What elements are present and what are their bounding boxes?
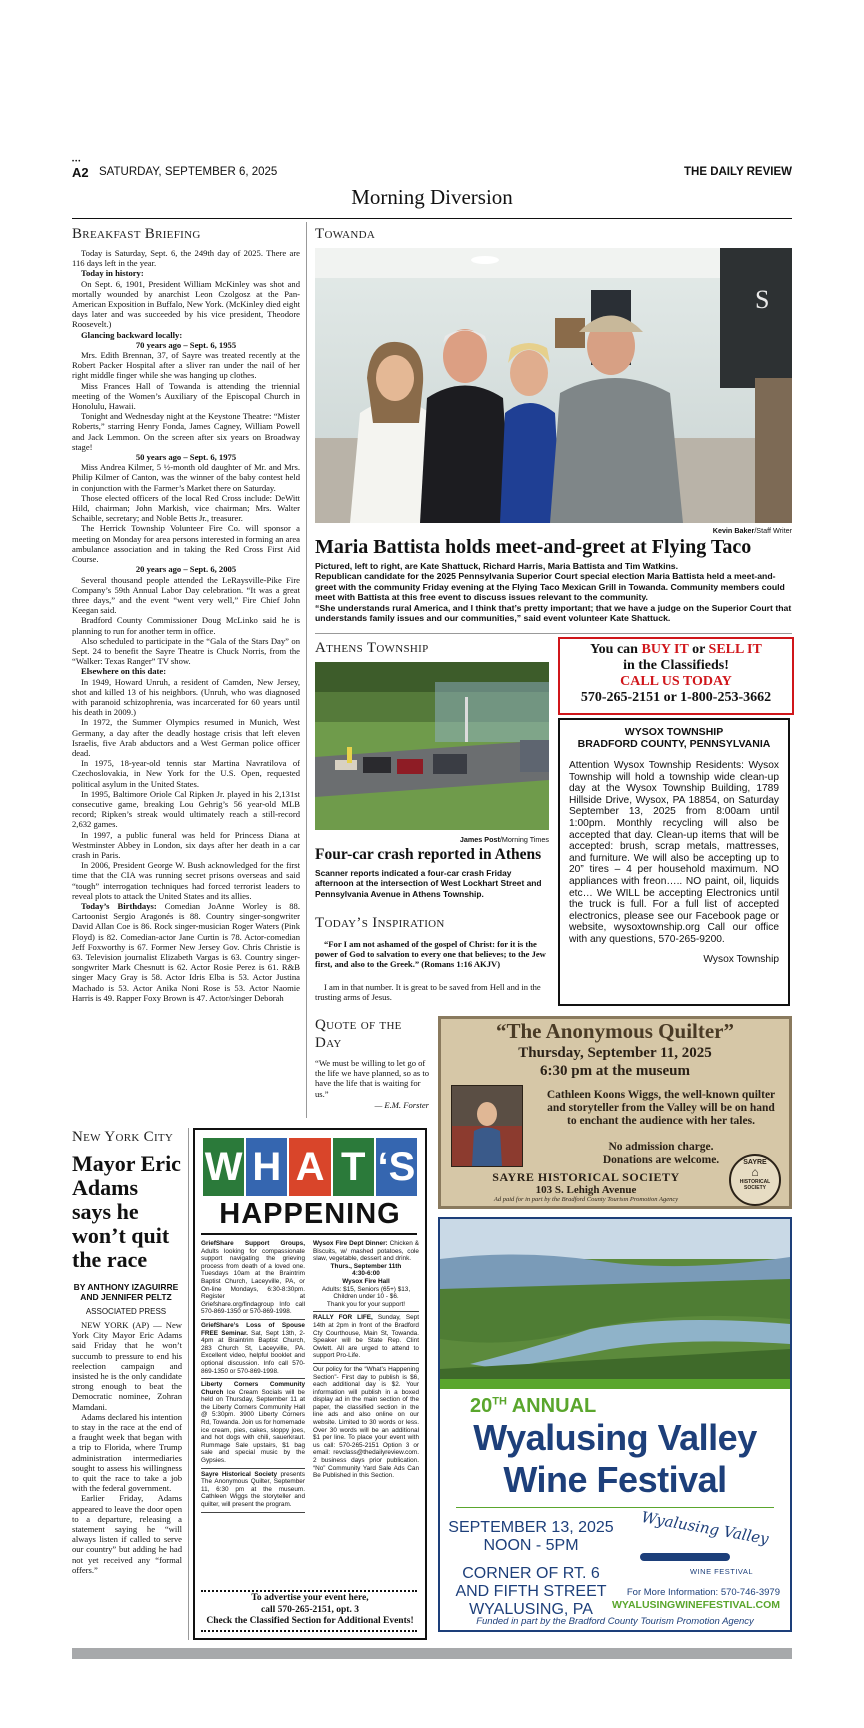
wine-logo-swoosh bbox=[640, 1553, 730, 1561]
quilter-time: 6:30 pm at the museum bbox=[540, 1063, 690, 1079]
nyc-paragraph: Earlier Friday, Adams appeared to leave the door open to a departure, releasing a statement saying he “will always listen if called to serve our country” but adding he had not yet received any “formal offers.” bbox=[72, 1493, 182, 1575]
briefing-paragraph: Tonight and Wednesday night at the Keystone Theatre: “Mister Roberts,” starring Henry Fonda, James Cagney, William Powell and Jack Lemmon. On the screen after six years on Broadway stage! bbox=[72, 411, 300, 452]
briefing-paragraph: The Herrick Township Volunteer Fire Co. will sponsor a meeting on Monday for area persons interested in forming an area ambulance association and in taking the Red Cross First Aid Course. bbox=[72, 523, 300, 565]
athens-photo-credit: James Post/Morning Times bbox=[459, 835, 549, 844]
wine-logo-script: Wyalusing Valley bbox=[639, 1507, 771, 1549]
quilter-title: “The Anonymous Quilter” bbox=[495, 1019, 735, 1043]
briefing-paragraph: In 2006, President George W. Bush acknowledged for the first time that the CIA was running secret prisons overseas and said “tough” interrogation techniques had forced terrorist leaders to reveal plots to attack the United States and its allies. bbox=[72, 860, 300, 901]
breakfast-section-title: Breakfast Briefing bbox=[72, 226, 201, 242]
whats-footer: To advertise your event here, call 570-265-2151, opt. 3 Check the Classified Section for Additional Events! bbox=[206, 1593, 414, 1626]
wine-logo-sub: WINE FESTIVAL bbox=[690, 1567, 754, 1576]
quilter-photo bbox=[451, 1085, 523, 1167]
briefing-paragraph: 70 years ago – Sept. 6, 1955 bbox=[135, 339, 237, 350]
quilter-society: SAYRE HISTORICAL SOCIETY bbox=[492, 1170, 680, 1184]
wine-date: SEPTEMBER 13, 2025 bbox=[448, 1519, 614, 1536]
nyc-headline: Mayor Eric Adams says he won’t quit the race bbox=[72, 1151, 181, 1272]
wysox-body: Attention Wysox Township Residents: Wysox Township will hold a township wide clean-up day at the Wysox Township Building, 1789 Hillside Drive, Wysox, PA 18854, on Saturday September 13, 2025 from 8:00am until 1:00pm. Monthly recycling will also be accepted that day. Clean-up items that will be accepted: brush, scrap metals, mattresses, and furniture. We will also be accepting up to 20” tires – 4 per household maximum. NO appliances with freon….. NO paint, oil, liquids etc… We WILL be accepting Electronics until the truck is full. For a full list of accepted electronics, please see our Facebook page or website, wysoxtownship.org Call our office with any questions, 570-265-9200. bbox=[569, 760, 779, 945]
wine-festival-ad[interactable] bbox=[438, 1217, 792, 1632]
wysox-notice bbox=[558, 718, 790, 1006]
quilter-admission-2: Donations are welcome. bbox=[602, 1154, 720, 1166]
whats-item-fire-dinner: Wysox Fire Dept Dinner: Chicken & Biscuits, w/ mashed potatoes, cole slaw, vegetable, dessert and drink. Thurs., September 11th 4:30-6:00 Wysox Fire Hall Adults: $15, Seniors (65+) $13, Children under 10 - $6. Thank you for your support! bbox=[313, 1238, 419, 1312]
page-footer-bar bbox=[72, 1648, 792, 1659]
quilter-date: Thursday, September 11, 2025 bbox=[518, 1045, 712, 1061]
quote-author: — E.M. Forster bbox=[374, 1100, 429, 1110]
society-seal: SAYRE ⌂ HISTORICAL SOCIETY bbox=[729, 1154, 781, 1206]
seal-building-icon: ⌂ bbox=[751, 1165, 759, 1179]
briefing-paragraph: In 1975, 18-year-old tennis star Martina Navratilova of Czechoslovakia, in New York for the U.S. Open, requested political asylum in the United States. bbox=[72, 758, 300, 789]
wine-location: CORNER OF RT. 6 AND FIFTH STREET WYALUSING, PA bbox=[455, 1565, 607, 1618]
towanda-headline: Maria Battista holds meet-and-greet at Flying Taco bbox=[315, 536, 752, 558]
nyc-agency: ASSOCIATED PRESS bbox=[85, 1307, 167, 1316]
header-rule bbox=[72, 218, 792, 219]
page-date: SATURDAY, SEPTEMBER 6, 2025 bbox=[99, 166, 278, 178]
wine-title-1: Wyalusing Valley bbox=[473, 1417, 757, 1458]
quilter-funded: Ad paid for in part by the Bradford County Tourism Promotion Agency bbox=[493, 1196, 679, 1203]
nyc-body bbox=[72, 1320, 182, 1575]
whats-policy: Our policy for the “What’s Happening Section”- First day to publish is $6, each additional day is $2. Your information will publish in a boxed display ad in the main section of the paper, the classified section in the line ads and also online on our website. Limited to 30 words or less. Over 30 words will be an additional $1 per line. To place your event with us call: 570-265-2151 Option 3 or email: revclass@thedailyreview.com. 2 business days prior publication. “No” Community Yard Sale Ads Can Be Published in this Section. bbox=[313, 1365, 419, 1480]
nyc-paragraph: Adams declared his intention to stay in the race at the end of a fraught week that began with a trip to Florida, where Trump administration intermediaries sought to assess his willingness to quit the race to take a job with the federal government. bbox=[72, 1411, 182, 1494]
briefing-paragraph: Today’s Birthdays: Comedian JoAnne Worley is 88. Cartoonist Sergio Aragonés is 88. Country singer-songwriter David Allan Coe is 86. Rock singer-musician Roger Waters (Pink Floyd) is 82. Comedian-actor Jane Curtin is 78. Actor-comedian Jeff Foxworthy is 67. Former New Jersey Gov. Chris Christie is 63. Television journalist Elizabeth Vargas is 63. Country singer-songwriter Mark Chesnutt is 62. Actor Rosie Perez is 61. R&B singer Macy Gray is 58. Actor Idris Elba is 53. Actor Justina Machado is 53. Actor Anika Noni Rose is 53. Actor Naomie Harris is 49. Rapper Foxy Brown is 47. Actor/singer Deborah bbox=[72, 901, 300, 1003]
towanda-caption-line-1: Pictured, left to right, are Kate Shattuck, Richard Harris, Maria Battista and Tim Watkins. bbox=[315, 561, 679, 571]
towanda-section-title: Towanda bbox=[315, 226, 376, 242]
briefing-paragraph: Glancing backward locally: bbox=[81, 329, 183, 340]
briefing-paragraph: In 1997, a public funeral was held for Princess Diana at Westminster Abbey in London, six days after her death in a car crash in Paris. bbox=[72, 829, 300, 860]
page-number: A2 bbox=[72, 165, 89, 180]
whats-letter-tile: A bbox=[289, 1138, 330, 1196]
wine-funded: Funded in part by the Bradford County Tourism Promotion Agency bbox=[476, 1616, 754, 1627]
briefing-paragraph: Several thousand people attended the LeRaysville-Pike Fire Company’s 59th Annual Labor Day celebration. “It was a great three days,” and the event “went very well,” Fire Chief John Keegan said. bbox=[72, 574, 300, 616]
whats-letter-tile: H bbox=[246, 1138, 287, 1196]
quote-section-title: Quote of the Day bbox=[315, 1017, 402, 1051]
briefing-paragraph: In 1972, the Summer Olympics resumed in Munich, West Germany, a day after the deadly hostage crisis that left eleven Israelis, five Arab abductors and a West German police officer dead. bbox=[72, 717, 300, 758]
quilter-ad[interactable] bbox=[438, 1016, 792, 1209]
wine-website[interactable]: WYALUSINGWINEFESTIVAL.COM bbox=[612, 1599, 780, 1611]
whats-item: GriefShare’s Loss of Spouse FREE Seminar. Sat, Sept 13th, 2-4pm at Braintrim Baptist Church, 283 Church St, Laceyville, PA. Excellent video, helpful booklet and optional discussion. Info call 570-869-1350 or 570-869-1998. bbox=[201, 1320, 305, 1379]
wine-divider bbox=[456, 1507, 774, 1508]
wine-green-swoosh bbox=[440, 1379, 790, 1389]
briefing-paragraph: On Sept. 6, 1901, President William McKinley was shot and mortally wounded by anarchist Leon Czolgosz at the Pan-American Exposition in Buffalo, New York. (McKinley died eight days later and was succeeded by his vice president, Theodore Roosevelt.) bbox=[72, 278, 300, 330]
whats-letter-tile: W bbox=[203, 1138, 244, 1196]
athens-caption: Scanner reports indicated a four-car crash Friday afternoon at the intersection of West Lockhart Street and Pennsylvania Avenue in Athens Township. bbox=[315, 868, 542, 899]
briefing-paragraph: Miss Andrea Kilmer, 5 ½-month old daughter of Mr. and Mrs. Philip Kilmer of Canton, was the winner of the baby contest held in conjunction with the Farmer’s Market there on Saturday. bbox=[72, 462, 300, 493]
whats-item: Sayre Historical Society presents The Anonymous Quilter, September 11, 6:30 pm at the museum. Cathleen Wiggs the storyteller and quilter, will present the program. bbox=[201, 1469, 305, 1513]
whats-item-rally: RALLY FOR LIFE, Sunday, Sept 14th at 2pm in front of the Bradford Cty Courthouse, Main St, Towanda. Speaker will be State Rep. Clint Owlett. All are urged to attend to support Pro-Life. bbox=[313, 1312, 419, 1364]
towanda-caption-line-2: Republican candidate for the 2025 Pennsylvania Superior Court special election Maria Battista held a meet-and-greet with the community Friday evening at the Flying Taco Mexican Grill in Towanda. Community members could meet with Battista at this free event to discuss issues relevant to the community. bbox=[315, 571, 785, 603]
whats-item: Liberty Corners Community Church Ice Cream Socials will be held on Thursday, September 11 at the Liberty Corners Community Hall @ 5:30pm. 3900 Liberty Corners Rd, Towanda. Join us for homemade ice cream, pies, cakes, sloppy joes, and hot dogs with chili, sauerkraut. Rummage Sale upstairs, $1 bag sale and special music by the Gypsies. bbox=[201, 1379, 305, 1469]
whats-letters bbox=[203, 1138, 417, 1196]
inspiration-section-title: Today’s Inspiration bbox=[315, 915, 445, 931]
classifieds-ad[interactable] bbox=[558, 637, 794, 715]
whats-item: GriefShare Support Groups, Adults looking for compassionate support navigating the grieving process from death of a loved one. Tuesdays 10am at the Braintrim Baptist Church, Laceyville, PA, or On-line Mondays, 6:30-8:30pm. Register at Griefshare.org/findagroup Info call 570-869-1350 or 570-869-1998. bbox=[201, 1238, 305, 1320]
page-number-dots: ••• bbox=[72, 159, 82, 165]
column-rule-nyc bbox=[188, 1128, 189, 1640]
briefing-paragraph: Miss Frances Hall of Towanda is attending the triennial meeting of the Women’s Auxiliary of the Episcopal Church in Honolulu, Hawaii. bbox=[72, 380, 300, 412]
towanda-photo-credit: Kevin Baker/Staff Writer bbox=[712, 526, 792, 535]
towanda-photo bbox=[315, 248, 792, 523]
section-title: Morning Diversion bbox=[351, 185, 513, 209]
nyc-section-title: New York City bbox=[72, 1129, 174, 1145]
classifieds-line-2: in the Classifieds! bbox=[623, 658, 729, 673]
quote-text: “We must be willing to let go of the life we have planned, so as to have the life that is waiting for us.” bbox=[315, 1058, 430, 1099]
briefing-paragraph: In 1995, Baltimore Oriole Cal Ripken Jr. played in his 2,131st consecutive game, breaking Lou Gehrig’s 56 year-old MLB record; Ripken’s streak would ultimately reach a still-record 2,632 games. bbox=[72, 788, 300, 830]
whats-right-column bbox=[313, 1238, 419, 1480]
svg-text:S: S bbox=[755, 285, 770, 314]
quilter-description: Cathleen Koons Wiggs, the well-known quilter and storyteller from the Valley will be on hand to enchant the audience with her tales. bbox=[546, 1089, 776, 1127]
whats-happening-box bbox=[193, 1128, 427, 1640]
breakfast-briefing-body bbox=[72, 248, 300, 1118]
whats-footer-dots bbox=[201, 1590, 417, 1592]
whats-left-column bbox=[201, 1238, 305, 1513]
briefing-paragraph: Elsewhere on this date: bbox=[81, 666, 167, 677]
whats-letter-tile: T bbox=[333, 1138, 374, 1196]
inspiration-verse: “For I am not ashamed of the gospel of Christ: for it is the power of God to salvation to every one that believes; to the Jew first, and also to the Greek.” (Romans 1:16 AKJV) bbox=[315, 939, 546, 970]
briefing-paragraph: 20 years ago – Sept. 6, 2005 bbox=[135, 564, 237, 575]
quilter-address: 103 S. Lehigh Avenue bbox=[535, 1184, 637, 1196]
towanda-rule bbox=[315, 633, 792, 634]
classifieds-phone: 570-265-2151 or 1-800-253-3662 bbox=[580, 690, 772, 705]
wysox-title-1: WYSOX TOWNSHIP bbox=[624, 726, 724, 738]
briefing-paragraph: In 1949, Howard Unruh, a resident of Camden, New Jersey, shot and killed 13 of his neighbors. (Unruh, who was diagnosed with paranoid schizophrenia, was incarcerated for 60 years until his death in 2009.) bbox=[72, 676, 300, 718]
quilter-admission-1: No admission charge. bbox=[608, 1141, 714, 1153]
wine-time: NOON - 5PM bbox=[483, 1537, 579, 1554]
athens-headline: Four-car crash reported in Athens bbox=[315, 846, 542, 863]
athens-photo bbox=[315, 662, 549, 830]
wine-logo bbox=[630, 1507, 780, 1581]
wine-annual: 20TH ANNUAL bbox=[470, 1395, 597, 1417]
briefing-paragraph: Also scheduled to participate in the “Gala of the Stars Day” on Sept. 24 to benefit the Sayre Theatre is Chuck Norris, from the “Walker: Texas Ranger” TV show. bbox=[72, 635, 300, 667]
classifieds-line-3: CALL US TODAY bbox=[620, 674, 732, 689]
towanda-caption-line-3: “She understands rural America, and I think that’s pretty important; that we have a judge on the Superior Court that understands family issues and our communities,” said event volunteer Kate Shattuck. bbox=[315, 602, 792, 624]
whats-letter-tile: ‘S bbox=[376, 1138, 417, 1196]
wysox-title-2: BRADFORD COUNTY, PENNSYLVANIA bbox=[577, 738, 771, 750]
briefing-paragraph: Today in history: bbox=[81, 268, 144, 279]
wine-river-photo bbox=[440, 1219, 790, 1384]
nyc-paragraph: NEW YORK (AP) — New York City Mayor Eric Adams said Friday that he won’t succumb to pressure to end his reelection campaign and insisted he is the only candidate strong enough to beat the Democratic nominee, Zohran Mamdani. bbox=[72, 1320, 182, 1412]
whats-divider bbox=[201, 1233, 417, 1235]
briefing-paragraph: Bradford County Commissioner Doug McLinko said he is planning to run for another term in office. bbox=[72, 615, 300, 636]
briefing-paragraph: Mrs. Edith Brennan, 37, of Sayre was treated recently at the Robert Packer Hospital after a sliver ran under the nail of her right middle finger while she was hanging up clothes. bbox=[72, 350, 300, 381]
paper-name: THE DAILY REVIEW bbox=[684, 166, 792, 178]
briefing-paragraph: Today is Saturday, Sept. 6, the 249th day of 2025. There are 116 days left in the year. bbox=[72, 248, 300, 269]
briefing-paragraph: 50 years ago – Sept. 6, 1975 bbox=[135, 452, 237, 463]
towanda-caption bbox=[315, 561, 792, 623]
classifieds-line-1: You can BUY IT or SELL IT bbox=[590, 642, 762, 657]
briefing-paragraph: Those elected officers of the local Red Cross include: DeWitt Hild, chairman; John Markish, vice chairman; Mrs. Walter Schaible, secretary; and Noble Betts Jr., treasurer. bbox=[72, 492, 300, 524]
wine-title-2: Wine Festival bbox=[503, 1459, 727, 1500]
wine-info: For More Information: 570-746-3979 bbox=[626, 1587, 780, 1598]
wysox-signature: Wysox Township bbox=[703, 953, 779, 965]
inspiration-text: I am in that number. It is great to be saved from Hell and in the trusting arms of Jesus. bbox=[315, 982, 541, 1003]
happening-word: HAPPENING bbox=[219, 1198, 401, 1230]
column-rule-left bbox=[306, 222, 307, 1118]
athens-section-title: Athens Township bbox=[315, 640, 429, 656]
nyc-byline: BY ANTHONY IZAGUIRRE AND JENNIFER PELTZ bbox=[73, 1282, 179, 1302]
whats-footer-dots-bottom bbox=[201, 1630, 417, 1632]
